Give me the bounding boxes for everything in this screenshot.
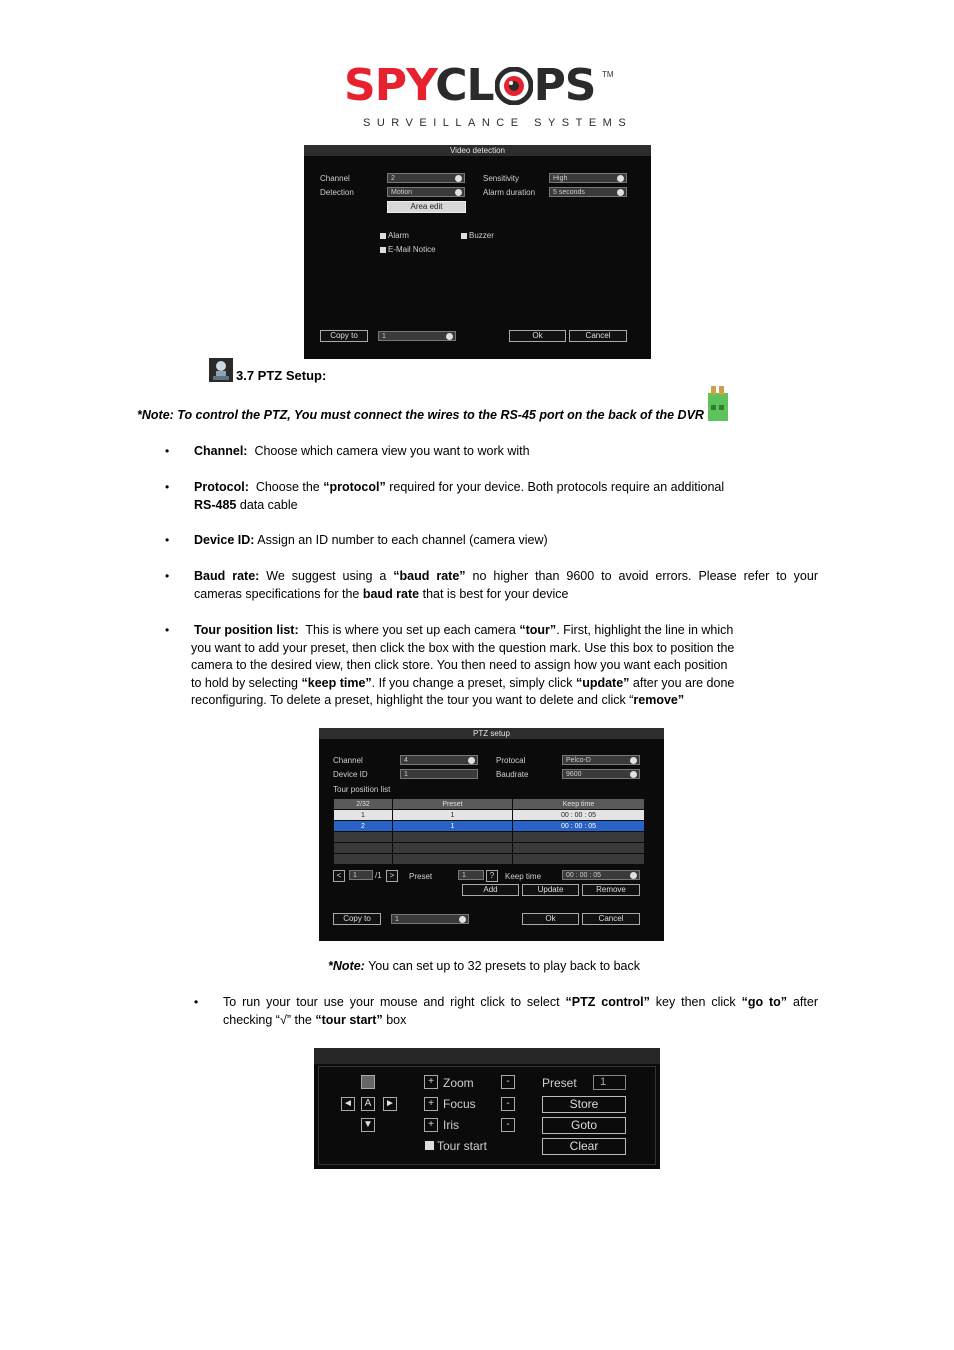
- page-value: 1: [353, 872, 357, 879]
- run-line1: [223, 994, 818, 1012]
- ptz-setup-screenshot: [319, 728, 664, 941]
- presets-note-text: You can set up to 32 presets to play back to back: [368, 959, 640, 973]
- brand-logo: [344, 60, 633, 134]
- keep-time-field[interactable]: [562, 870, 640, 880]
- bullet-tour-text5: reconfiguring. To delete a preset, highlight the tour you want to delete and click “: [191, 693, 634, 707]
- ptz-device-value: 1: [404, 771, 408, 778]
- tour-table: [333, 798, 645, 865]
- keep-time-label: Keep time: [505, 872, 542, 881]
- ptz-ok-button[interactable]: Ok: [522, 913, 579, 925]
- dropdown-knob-icon: [617, 189, 624, 196]
- zoom-plus-button[interactable]: [424, 1075, 438, 1089]
- logo-wordmark: [344, 60, 596, 111]
- logo-part-cl: CL: [435, 60, 494, 111]
- bullet-baud-text3: cameras specifications for the: [194, 587, 360, 601]
- table-cell: [334, 854, 393, 865]
- focus-plus-button[interactable]: [424, 1097, 438, 1111]
- preset-question-button[interactable]: ?: [486, 870, 498, 882]
- update-button[interactable]: Update: [522, 884, 579, 896]
- table-row[interactable]: [334, 821, 645, 832]
- table-cell: 00 : 00 : 05: [513, 821, 645, 832]
- alarm-checkbox[interactable]: [380, 233, 386, 239]
- logo-tagline: SURVEILLANCE SYSTEMS: [363, 117, 633, 129]
- table-row[interactable]: [334, 810, 645, 821]
- bullet-tour-text2: . First, highlight the line in which: [556, 623, 734, 637]
- table-row[interactable]: [334, 854, 645, 865]
- bullet-marker: •: [165, 480, 170, 494]
- bullet-tour-line1: [194, 622, 733, 640]
- page-field[interactable]: [349, 870, 373, 880]
- table-row[interactable]: [334, 843, 645, 854]
- preset-value: 1: [462, 872, 466, 879]
- tilt-up-button[interactable]: [361, 1075, 375, 1089]
- bullet-tour-update: “update”: [575, 676, 630, 690]
- ptz-device-label: Device ID: [333, 770, 368, 779]
- bullet-tour-keep: “keep time”: [301, 676, 372, 690]
- chevron-left-icon: <: [336, 871, 342, 880]
- bullet-marker: •: [165, 623, 170, 637]
- bullet-tour-term: Tour position list:: [194, 623, 299, 637]
- col-header-keep: Keep time: [513, 799, 645, 810]
- dropdown-knob-icon: [630, 872, 637, 879]
- auto-button[interactable]: [361, 1097, 375, 1111]
- bullet-baud-quote: “baud rate”: [393, 569, 466, 583]
- dropdown-knob-icon: [630, 757, 637, 764]
- trademark: TM: [602, 70, 614, 79]
- plus-icon: +: [428, 1119, 434, 1130]
- bullet-tour-text1: This is where you set up each camera: [305, 623, 516, 637]
- bullet-baud-quote2: baud rate: [362, 587, 420, 601]
- channel-label: Channel: [320, 174, 350, 183]
- email-label: E-Mail Notice: [388, 245, 436, 254]
- sensitivity-field[interactable]: [549, 173, 627, 183]
- buzzer-checkbox[interactable]: [461, 233, 467, 239]
- dropdown-knob-icon: [459, 916, 466, 923]
- ptz-section-icon: [209, 358, 233, 382]
- logo-eye-icon: [495, 67, 533, 105]
- prev-page-button[interactable]: [333, 870, 345, 882]
- section-heading: 3.7 PTZ Setup:: [236, 368, 327, 383]
- detection-value: Motion: [391, 189, 413, 196]
- bullet-device-term: Device ID:: [194, 533, 255, 547]
- minus-icon: -: [506, 1119, 510, 1130]
- dropdown-knob-icon: [630, 771, 637, 778]
- next-page-button[interactable]: [386, 870, 398, 882]
- plus-icon: +: [428, 1076, 434, 1087]
- table-cell: [393, 832, 513, 843]
- bullet-protocol-text2: required for your device. Both protocols require an additional: [389, 480, 725, 494]
- col-header-preset: Preset: [393, 799, 513, 810]
- run-text5: box: [386, 1013, 407, 1027]
- preset-label: Preset: [542, 1076, 577, 1090]
- bullet-protocol: [194, 479, 814, 514]
- channel-field[interactable]: [387, 173, 465, 183]
- ptz-control-screenshot: [314, 1048, 660, 1169]
- buzzer-label: Buzzer: [469, 231, 494, 240]
- run-tour-start: “tour start”: [315, 1013, 383, 1027]
- ptz-baud-value: 9600: [566, 771, 582, 778]
- tour-start-checkbox[interactable]: [425, 1141, 434, 1150]
- clear-button[interactable]: Clear: [542, 1138, 626, 1155]
- remove-button[interactable]: Remove: [582, 884, 640, 896]
- ptz-channel-field[interactable]: [400, 755, 478, 765]
- video-detection-screenshot: [304, 145, 651, 359]
- table-cell: [513, 832, 645, 843]
- sensitivity-label: Sensitivity: [483, 174, 520, 183]
- plus-icon: +: [428, 1098, 434, 1109]
- copy-to-field[interactable]: [378, 331, 456, 341]
- ptz-protocol-value: Pelco-D: [566, 757, 591, 764]
- arrow-right-icon: ►: [385, 1098, 395, 1109]
- copy-to-button[interactable]: Copy to: [320, 330, 368, 342]
- bullet-protocol-rs485: RS-485: [194, 497, 237, 512]
- bullet-tour-line5: [191, 692, 684, 710]
- ok-button[interactable]: Ok: [509, 330, 566, 342]
- arrow-down-icon: ▼: [363, 1119, 373, 1130]
- table-cell: [393, 843, 513, 854]
- bullet-baud-line2: [194, 586, 569, 604]
- col-header-count: 2/32: [334, 799, 393, 810]
- minus-icon: -: [506, 1076, 510, 1087]
- focus-label: Focus: [443, 1097, 476, 1111]
- bullet-tour-remove: remove”: [633, 693, 685, 707]
- preset-label: Preset: [409, 872, 433, 881]
- table-cell: [393, 854, 513, 865]
- tour-list-label: Tour position list: [333, 785, 391, 794]
- detection-field[interactable]: [387, 187, 465, 197]
- logo-part-spy: SPY: [344, 60, 436, 111]
- dropdown-knob-icon: [617, 175, 624, 182]
- bullet-channel-term: Channel:: [194, 444, 248, 458]
- chevron-right-icon: >: [389, 871, 395, 880]
- alarm-label: Alarm: [388, 231, 409, 240]
- table-cell: 2: [334, 821, 393, 832]
- bullet-tour-text4b: . If you change a preset, simply click: [371, 676, 573, 690]
- table-cell: 1: [393, 821, 513, 832]
- area-edit-button[interactable]: Area edit: [387, 201, 466, 213]
- store-button[interactable]: Store: [542, 1096, 626, 1113]
- iris-label: Iris: [443, 1118, 459, 1132]
- arrow-up-icon: ▲: [363, 1076, 373, 1087]
- zoom-label: Zoom: [443, 1076, 474, 1090]
- keep-time-value: 00 : 00 : 05: [566, 872, 602, 879]
- alarm-duration-value: 5 seconds: [553, 189, 585, 196]
- ptz-copy-to-button[interactable]: Copy to: [333, 913, 381, 925]
- ptz-protocol-label: Protocal: [496, 756, 526, 765]
- bullet-tour-text4c: after you are done: [632, 676, 735, 690]
- table-cell: 00 : 00 : 05: [513, 810, 645, 821]
- tour-start-label: Tour start: [437, 1139, 488, 1153]
- bullet-tour-quote: “tour”: [519, 623, 557, 637]
- table-cell: [334, 832, 393, 843]
- sensitivity-value: High: [553, 175, 568, 182]
- dropdown-knob-icon: [455, 189, 462, 196]
- iris-plus-button[interactable]: [424, 1118, 438, 1132]
- run-text3: after: [792, 995, 818, 1009]
- tilt-down-button[interactable]: [361, 1118, 375, 1132]
- page-total: /1: [375, 871, 382, 880]
- ptz-copy-to-field[interactable]: [391, 914, 469, 924]
- table-cell: [513, 854, 645, 865]
- ptz-channel-label: Channel: [333, 756, 363, 765]
- bullet-marker: •: [165, 569, 170, 583]
- preset-input[interactable]: [593, 1075, 626, 1090]
- zoom-minus-button[interactable]: [501, 1075, 515, 1089]
- pan-right-button[interactable]: [383, 1097, 397, 1111]
- bullet-baud-term: Baud rate:: [194, 569, 260, 583]
- minus-icon: -: [506, 1098, 510, 1109]
- arrow-left-icon: ◄: [343, 1098, 353, 1109]
- focus-minus-button[interactable]: [501, 1097, 515, 1111]
- bullet-protocol-text3: data cable: [239, 497, 298, 512]
- bullet-protocol-quote: “protocol”: [323, 480, 386, 494]
- run-text4: checking “√” the: [223, 1013, 312, 1027]
- ptz-channel-value: 4: [404, 757, 408, 764]
- pan-left-button[interactable]: [341, 1097, 355, 1111]
- alarm-duration-label: Alarm duration: [483, 188, 536, 197]
- add-button[interactable]: Add: [462, 884, 519, 896]
- table-cell: 1: [393, 810, 513, 821]
- bullet-marker: •: [194, 995, 199, 1009]
- copy-to-value: 1: [382, 333, 386, 340]
- bullet-baud-text2: no higher than 9600 to avoid errors. Please refer to your: [472, 569, 818, 583]
- bullet-baud-text4: that is best for your device: [422, 587, 569, 601]
- table-cell: 1: [334, 810, 393, 821]
- iris-minus-button[interactable]: [501, 1118, 515, 1132]
- run-ptz-control: “PTZ control”: [565, 995, 650, 1009]
- rs-note: *Note: To control the PTZ, You must connect the wires to the RS-45 port on the back of the DVR: [137, 408, 704, 422]
- bullet-tour-line2: you want to add your preset, then click the box with the question mark. Use this box to position the: [191, 641, 735, 655]
- ptz-cancel-button[interactable]: Cancel: [582, 913, 640, 925]
- logo-part-ps: PS: [533, 60, 596, 111]
- bullet-tour-line4: [191, 675, 734, 693]
- bullet-tour-line3: camera to the desired view, then click store. You then need to assign how you want each position: [191, 658, 728, 672]
- bullet-device: [194, 532, 548, 550]
- bullet-channel: [194, 443, 530, 461]
- detection-label: Detection: [320, 188, 354, 197]
- run-line2: [223, 1012, 406, 1030]
- ptz-copy-to-value: 1: [395, 916, 399, 923]
- table-row[interactable]: [334, 832, 645, 843]
- presets-note-label: *Note:: [328, 959, 365, 973]
- ptz-baud-field[interactable]: [562, 769, 640, 779]
- bullet-baud-text1: We suggest using a: [266, 569, 387, 583]
- table-cell: [334, 843, 393, 854]
- bullet-channel-text: Choose which camera view you want to work with: [254, 444, 530, 458]
- ptz-device-field[interactable]: [400, 769, 478, 779]
- ptz-control-titlebar: [314, 1048, 660, 1064]
- bullet-baud-line1: [194, 568, 818, 586]
- run-go-to: “go to”: [741, 995, 788, 1009]
- bullet-device-text: Assign an ID number to each channel (camera view): [257, 533, 548, 547]
- run-text1: To run your tour use your mouse and right click to select: [223, 995, 560, 1009]
- email-checkbox[interactable]: [380, 247, 386, 253]
- dropdown-knob-icon: [446, 333, 453, 340]
- ptz-setup-title: PTZ setup: [319, 728, 664, 739]
- preset-field[interactable]: [458, 870, 484, 880]
- channel-value: 2: [391, 175, 395, 182]
- auto-label: A: [364, 1098, 372, 1109]
- dropdown-knob-icon: [455, 175, 462, 182]
- run-text2: key then click: [655, 995, 736, 1009]
- goto-button[interactable]: Goto: [542, 1117, 626, 1134]
- ptz-protocol-field[interactable]: [562, 755, 640, 765]
- presets-note: [328, 958, 640, 976]
- bullet-protocol-term: Protocol:: [194, 480, 249, 494]
- bullet-tour-text4a: to hold by selecting: [191, 676, 299, 690]
- rs485-connector-icon: [707, 385, 729, 422]
- ptz-baud-label: Baudrate: [496, 770, 529, 779]
- cancel-button[interactable]: Cancel: [569, 330, 627, 342]
- preset-input-value: 1: [600, 1076, 607, 1088]
- table-cell: [513, 843, 645, 854]
- dropdown-knob-icon: [468, 757, 475, 764]
- tour-table-header: [334, 799, 645, 810]
- alarm-duration-field[interactable]: [549, 187, 627, 197]
- video-detection-title: Video detection: [304, 145, 651, 156]
- bullet-marker: •: [165, 444, 170, 458]
- bullet-protocol-text1: Choose the: [255, 480, 320, 494]
- bullet-marker: •: [165, 533, 170, 547]
